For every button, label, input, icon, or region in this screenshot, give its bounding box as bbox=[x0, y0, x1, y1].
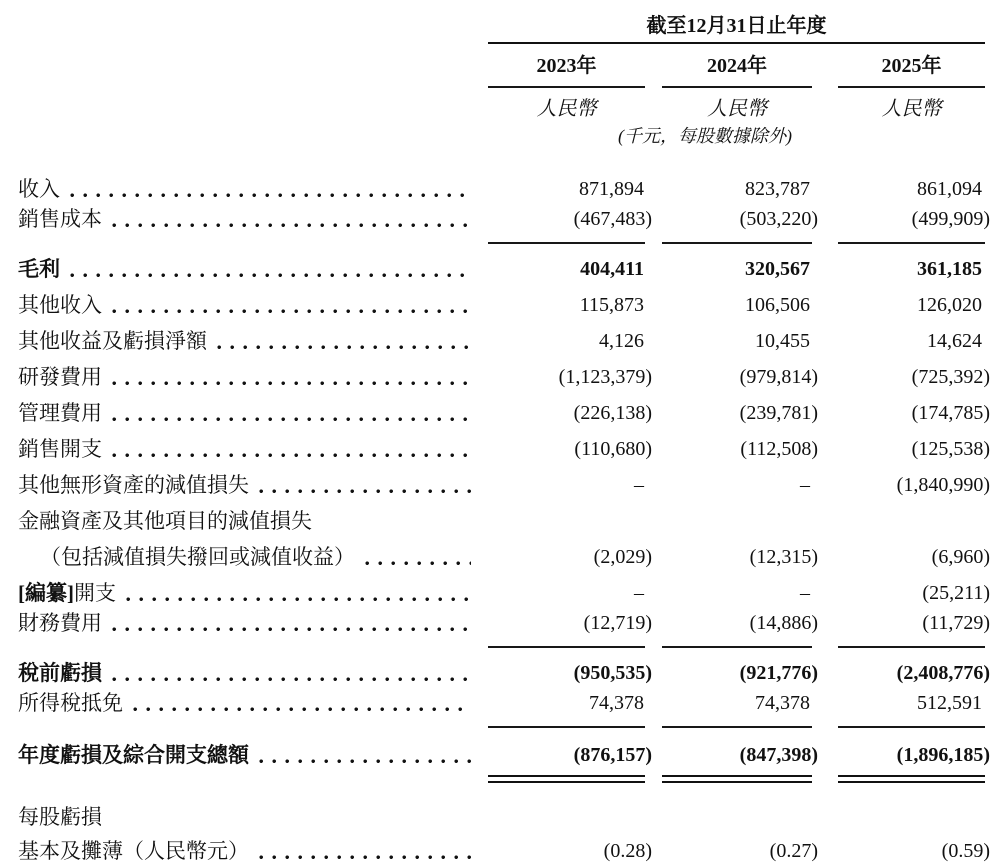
dot-leader bbox=[70, 193, 471, 198]
dot-leader bbox=[112, 677, 471, 682]
double-rule bbox=[662, 775, 812, 783]
double-rule bbox=[488, 775, 645, 783]
dot-leader bbox=[126, 597, 471, 602]
row-label: [編纂] 開支 bbox=[18, 582, 478, 604]
double-rule bbox=[838, 775, 985, 783]
column-rule bbox=[838, 646, 985, 648]
row-label: 其他收入 bbox=[18, 294, 478, 316]
row-admin-expenses bbox=[18, 394, 990, 430]
unit-note: (千元，每股數據除外) bbox=[618, 126, 792, 146]
value-2023: 4,126 bbox=[599, 330, 644, 352]
column-rule bbox=[662, 646, 812, 648]
column-rule bbox=[838, 726, 985, 728]
row-revenue bbox=[18, 172, 990, 206]
year-rule-2023 bbox=[488, 86, 645, 88]
value-2023: (0.28) bbox=[603, 840, 652, 862]
row-income-tax-credit bbox=[18, 690, 990, 720]
row-label: 稅前虧損 bbox=[18, 662, 478, 684]
value-2024: 10,455 bbox=[755, 330, 810, 352]
row-cost-of-sales bbox=[18, 206, 990, 236]
year-2025: 2025年 bbox=[881, 55, 942, 77]
value-2025: 861,094 bbox=[917, 178, 982, 200]
column-rule bbox=[662, 726, 812, 728]
value-2025: (6,960) bbox=[931, 546, 990, 568]
dot-leader bbox=[112, 381, 471, 386]
value-2025: 361,185 bbox=[917, 258, 982, 280]
dot-leader bbox=[259, 855, 471, 860]
row-finance-costs bbox=[18, 610, 990, 640]
dot-leader bbox=[133, 707, 471, 712]
value-2025: 126,020 bbox=[917, 294, 982, 316]
value-2025: (0.59) bbox=[941, 840, 990, 862]
value-2023: 115,873 bbox=[579, 294, 644, 316]
column-rule bbox=[488, 726, 645, 728]
value-2023: – bbox=[634, 582, 644, 604]
row-selling-expenses bbox=[18, 430, 990, 466]
dot-leader bbox=[217, 345, 471, 350]
value-2024: (847,398) bbox=[739, 744, 818, 766]
row-label: 其他收益及虧損淨額 bbox=[18, 330, 478, 352]
value-2023: (950,535) bbox=[573, 662, 652, 684]
row-impairment-financial-assets-line2 bbox=[18, 538, 990, 574]
currency-2025: 人民幣 bbox=[881, 98, 942, 120]
redacted-tag: [編纂] bbox=[18, 580, 74, 605]
dot-leader bbox=[112, 453, 471, 458]
year-rule-2024 bbox=[662, 86, 812, 88]
row-other-income bbox=[18, 286, 990, 322]
row-label: 基本及攤薄（人民幣元） bbox=[18, 840, 478, 862]
value-2023: 74,378 bbox=[589, 692, 644, 714]
value-2024: 106,506 bbox=[745, 294, 810, 316]
value-2023: 871,894 bbox=[579, 178, 644, 200]
row-label: 年度虧損及綜合開支總額 bbox=[18, 744, 478, 766]
row-label: 收入 bbox=[18, 178, 478, 200]
value-2024: – bbox=[800, 582, 810, 604]
row-label: 每股虧損 bbox=[18, 804, 102, 829]
dot-leader bbox=[112, 627, 471, 632]
row-label: 毛利 bbox=[18, 258, 478, 280]
dot-leader bbox=[112, 223, 471, 228]
value-2023: 404,411 bbox=[580, 258, 644, 280]
year-2024: 2024年 bbox=[707, 55, 767, 77]
value-2024: 74,378 bbox=[755, 692, 810, 714]
value-2023: – bbox=[634, 474, 644, 496]
dot-leader bbox=[112, 417, 471, 422]
dot-leader bbox=[259, 489, 471, 494]
value-2024: (112,508) bbox=[740, 438, 818, 460]
row-impairment-financial-assets-line1 bbox=[18, 502, 990, 538]
row-loss-per-share-heading bbox=[18, 804, 990, 834]
subtotal-rule-row bbox=[18, 720, 990, 734]
row-basic-diluted-eps bbox=[18, 834, 990, 868]
row-label: 研發費用 bbox=[18, 366, 478, 388]
value-2025: (25,211) bbox=[922, 582, 990, 604]
currency-row bbox=[18, 94, 990, 124]
value-2023: (12,719) bbox=[583, 612, 652, 634]
currency-2024: 人民幣 bbox=[707, 98, 767, 120]
row-impairment-other-intangibles bbox=[18, 466, 990, 502]
value-2024: (979,814) bbox=[739, 366, 818, 388]
row-label: 金融資產及其他項目的減值損失 bbox=[18, 508, 312, 533]
column-rule bbox=[488, 646, 645, 648]
column-rule bbox=[838, 242, 985, 244]
value-2023: (876,157) bbox=[573, 744, 652, 766]
value-2024: 320,567 bbox=[745, 258, 810, 280]
value-2024: (239,781) bbox=[739, 402, 818, 424]
row-other-gains-losses-net bbox=[18, 322, 990, 358]
currency-2023: 人民幣 bbox=[536, 98, 597, 120]
table-header bbox=[18, 0, 990, 42]
year-rule-row bbox=[18, 80, 990, 94]
value-2025: (1,840,990) bbox=[896, 474, 990, 496]
dot-leader bbox=[259, 759, 471, 764]
value-2023: (226,138) bbox=[573, 402, 652, 424]
year-rule-2025 bbox=[838, 86, 985, 88]
value-2024: 823,787 bbox=[745, 178, 810, 200]
row-loss-before-tax bbox=[18, 654, 990, 690]
value-2024: (0.27) bbox=[769, 840, 818, 862]
row-label: 財務費用 bbox=[18, 612, 478, 634]
value-2025: (174,785) bbox=[911, 402, 990, 424]
value-2023: (110,680) bbox=[574, 438, 652, 460]
row-label: （包括減值損失撥回或減值收益） bbox=[18, 546, 478, 568]
row-label: 所得稅抵免 bbox=[18, 692, 478, 714]
year-header-row bbox=[18, 44, 990, 80]
value-2025: (125,538) bbox=[911, 438, 990, 460]
period-title: 截至12月31日止年度 bbox=[646, 15, 827, 37]
column-rule bbox=[662, 242, 812, 244]
row-label: 其他無形資產的減值損失 bbox=[18, 474, 478, 496]
row-total-loss-comprehensive-expense bbox=[18, 734, 990, 772]
value-2024: (12,315) bbox=[749, 546, 818, 568]
year-2023: 2023年 bbox=[536, 55, 597, 77]
row-label: 銷售成本 bbox=[18, 208, 478, 230]
value-2024: (503,220) bbox=[739, 208, 818, 230]
row-gross-profit bbox=[18, 250, 990, 286]
value-2023: (467,483) bbox=[573, 208, 652, 230]
value-2024: – bbox=[800, 474, 810, 496]
total-double-rule-row bbox=[18, 772, 990, 786]
dot-leader bbox=[365, 561, 471, 566]
row-rd-expenses bbox=[18, 358, 990, 394]
subtotal-rule-row bbox=[18, 236, 990, 250]
value-2023: (2,029) bbox=[593, 546, 652, 568]
value-2023: (1,123,379) bbox=[558, 366, 652, 388]
value-2024: (921,776) bbox=[739, 662, 818, 684]
row-label: 管理費用 bbox=[18, 402, 478, 424]
value-2025: (11,729) bbox=[922, 612, 990, 634]
value-2025: (499,909) bbox=[911, 208, 990, 230]
unit-note-row bbox=[18, 124, 990, 150]
column-rule bbox=[488, 242, 645, 244]
dot-leader bbox=[112, 309, 471, 314]
value-2025: 14,624 bbox=[927, 330, 982, 352]
value-2025: (2,408,776) bbox=[896, 662, 990, 684]
dot-leader bbox=[70, 273, 471, 278]
value-2025: 512,591 bbox=[917, 692, 982, 714]
row-label: 銷售開支 bbox=[18, 438, 478, 460]
value-2025: (1,896,185) bbox=[896, 744, 990, 766]
value-2024: (14,886) bbox=[749, 612, 818, 634]
value-2025: (725,392) bbox=[911, 366, 990, 388]
subtotal-rule-row bbox=[18, 640, 990, 654]
row-redacted-expenses bbox=[18, 574, 990, 610]
